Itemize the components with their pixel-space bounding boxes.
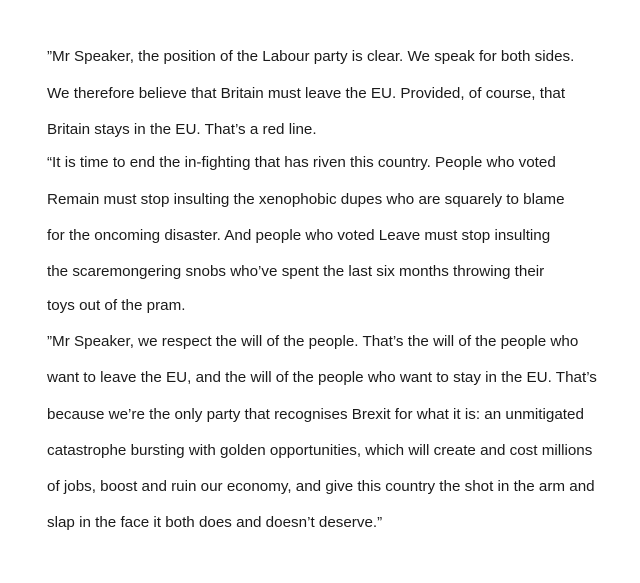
- text-line-14: slap in the face it both does and doesn’t deserve.”: [47, 514, 383, 531]
- text-line-7: the scaremongering snobs who’ve spent the last six months throwing their: [47, 263, 545, 280]
- text-line-2: We therefore believe that Britain must leave the EU. Provided, of course, that: [47, 85, 566, 102]
- text-line-9: ”Mr Speaker, we respect the will of the people. That’s the will of the people who: [47, 333, 579, 350]
- text-line-5: Remain must stop insulting the xenophobic dupes who are squarely to blame: [47, 191, 565, 208]
- text-line-11: because we’re the only party that recognises Brexit for what it is: an unmitigated: [47, 406, 584, 423]
- text-line-4: “It is time to end the in-fighting that has riven this country. People who voted: [47, 154, 556, 171]
- text-line-10: want to leave the EU, and the will of the people who want to stay in the EU. That’s: [47, 369, 597, 386]
- text-line-13: of jobs, boost and ruin our economy, and give this country the shot in the arm and: [47, 478, 595, 495]
- text-line-12: catastrophe bursting with golden opportunities, which will create and cost millions: [47, 442, 593, 459]
- text-line-1: ”Mr Speaker, the position of the Labour party is clear. We speak for both sides.: [47, 48, 575, 65]
- text-line-3: Britain stays in the EU. That’s a red line.: [47, 121, 317, 138]
- text-line-8: toys out of the pram.: [47, 297, 186, 314]
- text-line-6: for the oncoming disaster. And people who voted Leave must stop insulting: [47, 227, 551, 244]
